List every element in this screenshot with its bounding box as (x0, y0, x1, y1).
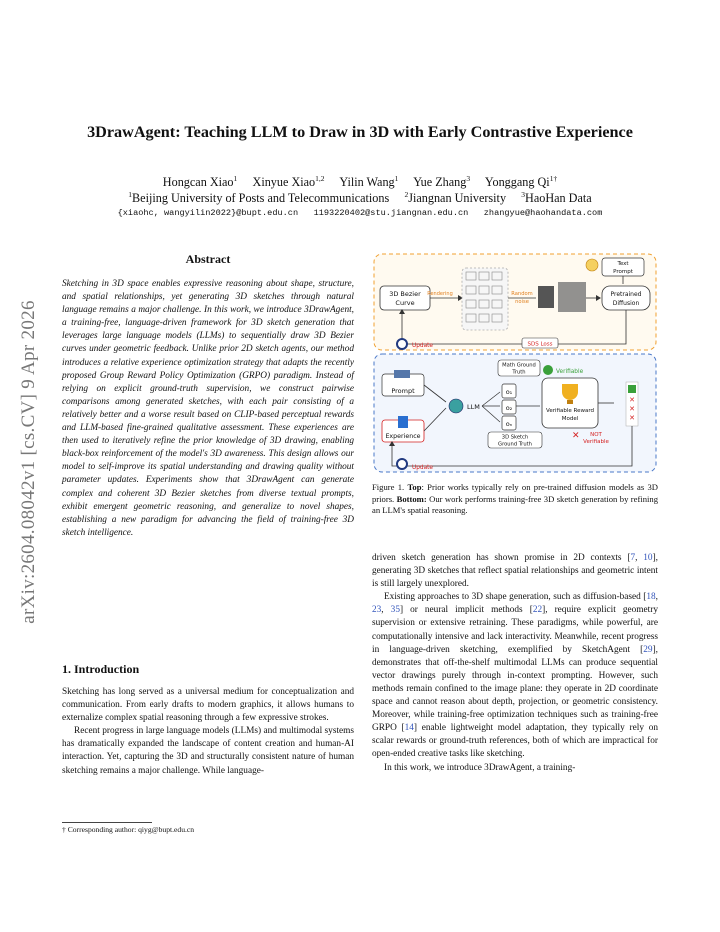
figure-caption (372, 482, 658, 517)
author-mark: 1,2 (315, 174, 325, 183)
svg-text:✕: ✕ (572, 431, 580, 441)
caption-bottom-label: Bottom: (396, 493, 427, 504)
affiliation: HaoHan Data (525, 191, 592, 206)
update-top-label: Update (412, 343, 433, 349)
svg-text:Ground Truth: Ground Truth (498, 441, 532, 448)
svg-text:Diffusion: Diffusion (612, 300, 640, 307)
abstract-text: Sketching in 3D space enables expressive reasoning about shape, structure, and spatial relationships, yet generating 3D sketches through natural language remains a major challenge. In this work, we introduce 3DrawAgent, a training-free, language-driven framework for 3D sketch generation that leverages large language models (LLMs) to sequentially draw 3D Bezier curves under geometric feedback. Unlike prior 2D sketch agents, our method introduces a relative experience optimization strategy that adapts the recently proposed Group Reward Policy Optimization (GRPO) paradigm. Instead of relying on explicit ground-truth supervision, we construct pairwise comparisons among generated sketches, with each pair consisting of a relatively better and a worse result based on CLIP-based perceptual rewards and LLM-based fine-grained qualitative assessment. These experiences are then used to iteratively refine the prior knowledge of 3D drawing, enabling black-box reinforcement of the model's 3D awareness. This design allows our model to self-improve its spatial understanding and drawing quality without parameter updates. Experiments show that 3DrawAgent can generate complex and coherent 3D Bezier sketches from diverse textual prompts, exhibit emergent geometric reasoning, and generalize to novel shapes, establishing a new paradigm for advancing the field of training-free 3D sketch intelligence. (62, 279, 354, 538)
sds-loss-label: SDS Loss (527, 341, 553, 348)
rendering-label: Rendering (427, 291, 453, 297)
figure-1 (372, 252, 658, 474)
svg-text:✕: ✕ (629, 396, 635, 404)
author-list (0, 174, 720, 190)
footnote-rule (62, 822, 152, 823)
paragraph: Existing approaches to 3D shape generation, such as diffusion-based [18, 23, 35] or neural implicit methods [22], require explicit geometry supervision or extensive retraining. These paradigms, while powerful, are computationally intensive and lack interactivity. Meanwhile, recent progress in language-driven sketching, exemplified by SketchAgent [29], demonstrates that off-the-shelf multimodal LLMs can produce sequential vector drawings purely through in-context prompting. However, such methods remain confined to the image plane: they operate in 2D coordinate space and cannot reason about depth, projection, or geometric consistency. Moreover, while training-free optimization techniques such as training-free GRPO [14] enable lightweight model adaptation, they typically rely on scalar rewards or ground-truth references, both of which are impractical for open-ended creative tasks like sketching. (372, 592, 658, 760)
citation-link[interactable]: 10 (643, 553, 653, 563)
not-verifiable-label: NOT (590, 432, 602, 438)
svg-text:Curve: Curve (395, 299, 415, 307)
abstract-heading: Abstract (185, 252, 231, 266)
affil-mark: 2 (404, 190, 409, 199)
svg-text:o₁: o₁ (505, 388, 513, 396)
bezier-label: 3D Bezier (389, 290, 421, 298)
noisy-render (538, 286, 554, 308)
affil-mark: 3 (521, 190, 526, 199)
svg-text:Prompt: Prompt (613, 269, 633, 275)
citation-link[interactable]: 7 (630, 553, 636, 563)
affiliations (0, 190, 720, 206)
author-mark: 1† (549, 174, 558, 183)
render-grid (462, 268, 508, 330)
affiliation: Beijing University of Posts and Telecommunications (132, 191, 390, 206)
paper-title: 3DrawAgent: Teaching LLM to Draw in 3D with Early Contrastive Experience (87, 123, 633, 141)
author: Yilin Wang (339, 175, 395, 190)
svg-text:o₂: o₂ (505, 404, 513, 412)
llm-icon (449, 399, 463, 413)
text-prompt-label: Text (617, 261, 629, 267)
citation-link[interactable]: 22 (532, 605, 543, 616)
pretrained-label: Pretrained (610, 291, 642, 298)
author-mark: 3 (466, 174, 471, 183)
footnote: † Corresponding author: qiyg@bupt.edu.cn (62, 825, 195, 834)
intro-text (62, 686, 354, 778)
verifiable-label: Verifiable (556, 369, 584, 375)
svg-text:Truth: Truth (512, 369, 526, 376)
experience-label: Experience (385, 433, 421, 440)
svg-text:✕: ✕ (629, 414, 635, 422)
section-heading: 1. Introduction (62, 662, 140, 676)
citation-link[interactable]: 18 (646, 592, 656, 603)
author: Xinyue Xiao (252, 175, 316, 190)
reward-model-label: Verifiable Reward (546, 408, 594, 414)
author: Yonggang Qi (484, 175, 550, 190)
author-emails: {xiaohc, wangyilin2022}@bupt.edu.cn 1193220402@stu.jiangnan.edu.cn zhangyue@haohandata.com (117, 208, 603, 218)
prompt-label: Prompt (391, 387, 415, 395)
math-gt-label: Math Ground (502, 362, 536, 369)
caption-top-text: : Prior works typically rely on pre-trained diffusion models as 3D priors. (372, 482, 658, 504)
author: Hongcan Xiao (162, 175, 234, 190)
caption-bottom-text: Our work performs training-free 3D sketch generation by refining an LLM's spatial reasoning. (372, 493, 658, 516)
svg-text:✕: ✕ (629, 405, 635, 413)
citation-link[interactable]: 23 (372, 605, 382, 616)
paragraph: Sketching has long served as a universal medium for conceptualization and communication. From early drafts to modern graphics, it allows humans to externalize complex spatial reasoning through a few expressive strokes. (62, 687, 354, 724)
author: Yue Zhang (413, 175, 467, 190)
caption-label: Figure 1. (372, 482, 405, 492)
svg-text:Model: Model (561, 416, 579, 422)
paragraph: driven sketch generation has shown promise in 2D contexts [7, 10], generating 3D sketches that reflect spatial relationships and geometric intent is still largely unexplored. (372, 553, 658, 590)
svg-text:Verifiable: Verifiable (583, 439, 609, 445)
random-noise-label: Random (511, 291, 533, 297)
affiliation: Jiangnan University (408, 191, 507, 206)
paragraph: In this work, we introduce 3DrawAgent, a training- (384, 762, 576, 773)
llm-label: LLM (467, 403, 480, 411)
sketch-gt-label: 3D Sketch (501, 434, 529, 441)
citation-link[interactable]: 14 (404, 723, 414, 734)
paragraph: Recent progress in large language models (LLMs) and multimodal systems has dramatically expanded the landscape of content creation and human-AI interaction. Yet, capturing the 3D and structurally consistent nature of human sketching remains a major challenge. While language- (62, 726, 354, 776)
arxiv-stamp: arXiv:2604.08042v1 [cs.CV] 9 Apr 2026 (18, 300, 39, 624)
right-column-text (372, 552, 658, 775)
svg-text:oₙ: oₙ (505, 420, 513, 428)
caption-top-label: Top (407, 482, 422, 492)
author-mark: 1 (233, 174, 238, 183)
author-mark: 1 (394, 174, 399, 183)
citation-link[interactable]: 35 (390, 605, 400, 616)
affil-mark: 1 (128, 190, 133, 199)
svg-text:noise: noise (515, 299, 529, 305)
update-bottom-label: Update (412, 465, 433, 471)
citation-link[interactable]: 29 (643, 644, 653, 655)
